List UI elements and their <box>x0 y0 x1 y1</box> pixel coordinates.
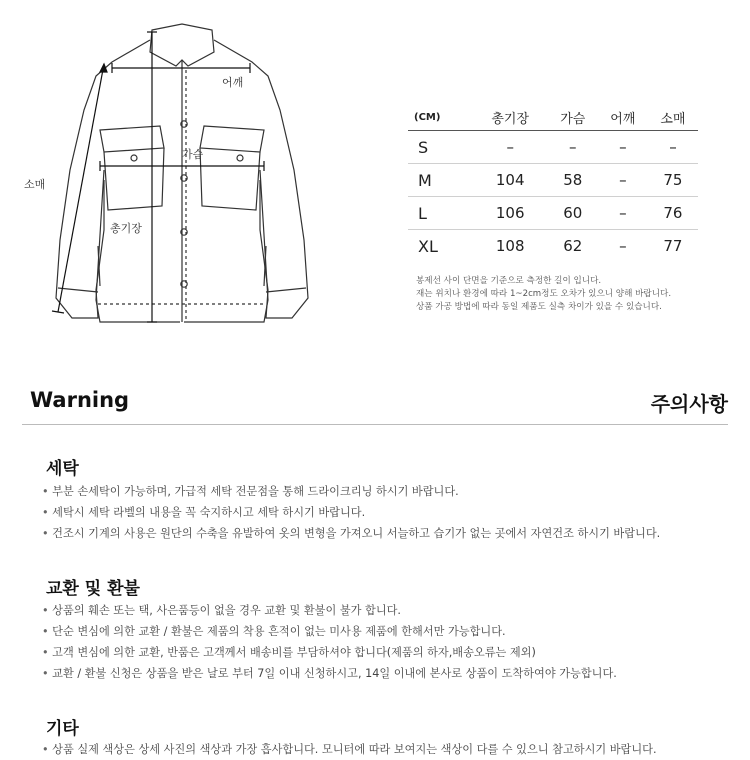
table-cell: 58 <box>548 164 598 197</box>
column-header: 가슴 <box>560 111 586 127</box>
table-row <box>408 164 698 197</box>
list-item: • 교환 / 환불 신청은 상품을 받은 날로 부터 7일 이내 신청하시고, 14일 이내에 본사로 상품이 도착하여야 가능합니다. <box>42 663 742 684</box>
table-row <box>408 230 698 263</box>
table-row <box>408 197 698 230</box>
washing-list <box>42 481 742 544</box>
size-cell: M <box>408 164 473 197</box>
sleeve-label: 소매 <box>24 178 46 191</box>
table-cell: 62 <box>548 230 598 263</box>
table-row <box>408 131 698 164</box>
table-cell: 75 <box>648 164 698 197</box>
table-cell: 104 <box>473 164 548 197</box>
size-table-header-row <box>408 104 698 131</box>
note-line: 봉제선 사이 단면을 기준으로 측정한 길이 입니다. <box>416 276 602 286</box>
table-cell: – <box>548 131 598 164</box>
section-title-exchange-refund: 교환 및 환불 <box>46 579 140 599</box>
list-item: • 고객 변심에 의한 교환, 반품은 고객께서 배송비를 부담하셔야 합니다(제품의 하자,배송오류는 제외) <box>42 642 742 663</box>
length-label: 총기장 <box>110 222 142 235</box>
column-header: 어깨 <box>610 111 636 127</box>
list-item: • 부분 손세탁이 가능하며, 가급적 세탁 전문점을 통해 드라이크리닝 하시기 바랍니다. <box>42 481 742 502</box>
table-cell: 108 <box>473 230 548 263</box>
size-cell: S <box>408 131 473 164</box>
chest-label: 가슴 <box>182 148 204 161</box>
list-item: • 상품의 훼손 또는 택, 사은품등이 없을 경우 교환 및 환불이 불가 합니다. <box>42 600 742 621</box>
shoulder-label: 어깨 <box>222 76 244 89</box>
note-line: 재는 위치나 환경에 따라 1~2cm정도 오차가 있으니 양해 바랍니다. <box>416 289 672 299</box>
column-header: 총기장 <box>491 111 530 127</box>
size-cell: XL <box>408 230 473 263</box>
table-cell: – <box>598 164 648 197</box>
jacket-outline-illustration <box>0 0 400 340</box>
warning-title-korean: 주의사항 <box>650 392 728 416</box>
section-title-etc: 기타 <box>46 719 79 739</box>
size-table <box>408 104 698 262</box>
list-item: • 상품 실제 색상은 상세 사진의 색상과 가장 흡사합니다. 모니터에 따라 보여지는 색상이 다를 수 있으니 참고하시기 바랍니다. <box>42 739 742 760</box>
table-cell: 106 <box>473 197 548 230</box>
list-item: • 건조시 기계의 사용은 원단의 수축을 유발하여 옷의 변형을 가져오니 서늘하고 습기가 없는 곳에서 자연건조 하시기 바랍니다. <box>42 523 742 544</box>
table-cell: – <box>598 230 648 263</box>
list-item: • 세탁시 세탁 라벨의 내용을 꼭 숙지하시고 세탁 하시기 바랍니다. <box>42 502 742 523</box>
column-header: 소매 <box>660 111 686 127</box>
table-cell: – <box>473 131 548 164</box>
unit-label: (CM) <box>414 111 441 123</box>
note-line: 상품 가공 방법에 따라 동일 제품도 실측 차이가 있을 수 있습니다. <box>416 302 662 312</box>
table-cell: 76 <box>648 197 698 230</box>
table-cell: 77 <box>648 230 698 263</box>
measurement-notes <box>416 275 736 314</box>
divider <box>22 424 728 425</box>
table-cell: – <box>598 131 648 164</box>
section-title-washing: 세탁 <box>46 459 79 479</box>
exchange-list <box>42 600 742 684</box>
warning-title: Warning <box>30 388 130 412</box>
table-cell: 60 <box>548 197 598 230</box>
size-cell: L <box>408 197 473 230</box>
table-cell: – <box>648 131 698 164</box>
list-item: • 단순 변심에 의한 교환 / 환불은 제품의 착용 흔적이 없는 미사용 제품에 한해서만 가능합니다. <box>42 621 742 642</box>
jacket-size-diagram <box>0 0 400 340</box>
table-cell: – <box>598 197 648 230</box>
